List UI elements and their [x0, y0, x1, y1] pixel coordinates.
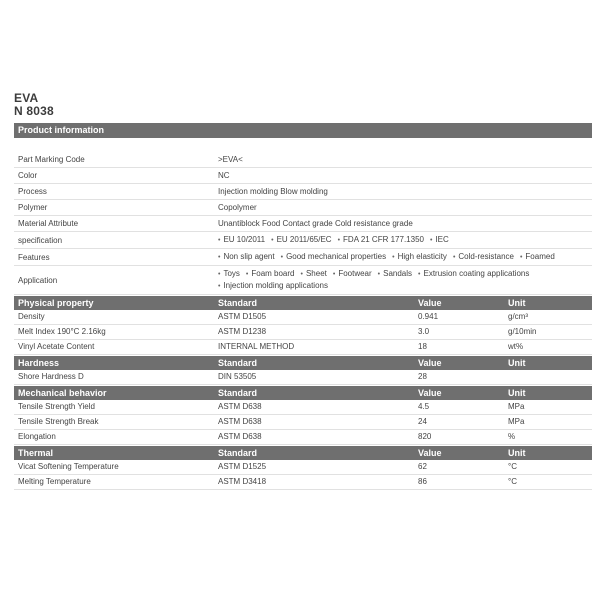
product-name: EVA: [14, 91, 39, 105]
info-label: Material Attribute: [18, 219, 79, 228]
info-row-application: [14, 266, 592, 295]
tag-item: • Foamed: [520, 251, 555, 263]
standard-column-header: Standard: [218, 448, 258, 458]
value-column-header: Value: [418, 358, 442, 368]
unit-cell: °C: [508, 477, 517, 486]
value-column-header: Value: [418, 448, 442, 458]
application-tags: [218, 266, 592, 294]
table-row: [14, 325, 592, 340]
unit-cell: MPa: [508, 402, 525, 411]
tag-item: • Footwear: [333, 268, 372, 280]
info-label: Process: [18, 187, 47, 196]
specification-tags: [218, 232, 592, 248]
info-label: Features: [18, 252, 50, 262]
section-title: Mechanical behavior: [18, 388, 107, 398]
standard-cell: ASTM D1238: [218, 327, 267, 336]
value-cell: 62: [418, 462, 427, 471]
table-row: [14, 475, 592, 490]
info-row-specification: [14, 232, 592, 249]
tag-item: • High elasticity: [392, 251, 447, 263]
product-info-table: [14, 152, 592, 295]
unit-cell: %: [508, 432, 516, 441]
tag-item: • Good mechanical properties: [281, 251, 387, 263]
section-header: [14, 296, 592, 310]
unit-column-header: Unit: [508, 358, 526, 368]
standard-cell: ASTM D638: [218, 417, 262, 426]
tag-item: • Foam board: [246, 268, 295, 280]
table-row: [14, 370, 592, 385]
property-name: Elongation: [18, 432, 56, 441]
info-label: Part Marking Code: [18, 155, 85, 164]
table-row: [14, 460, 592, 475]
features-tags: [218, 249, 592, 265]
section-header: [14, 446, 592, 460]
thermal-section: [14, 446, 592, 490]
value-cell: 4.5: [418, 402, 430, 411]
value-column-header: Value: [418, 298, 442, 308]
table-row: [14, 340, 592, 355]
info-value: NC: [218, 171, 230, 180]
unit-cell: [508, 370, 592, 384]
info-row-color: [14, 168, 592, 184]
section-title: Thermal: [18, 448, 54, 458]
tag-item: • Injection molding applications: [218, 280, 328, 292]
info-value: Injection molding Blow molding: [218, 187, 328, 196]
standard-column-header: Standard: [218, 388, 258, 398]
tag-item: • EU 2011/65/EC: [271, 234, 331, 246]
info-row-process: [14, 184, 592, 200]
section-title: Hardness: [18, 358, 60, 368]
tag-item: • EU 10/2011: [218, 234, 265, 246]
standard-cell: ASTM D1505: [218, 312, 267, 321]
unit-cell: g/10min: [508, 327, 537, 336]
info-value: Unantiblock Food Contact grade Cold resistance grade: [218, 219, 413, 228]
section-header: [14, 356, 592, 370]
value-cell: 86: [418, 477, 427, 486]
table-row: [14, 415, 592, 430]
property-name: Melting Temperature: [18, 477, 91, 486]
property-name: Tensile Strength Break: [18, 417, 99, 426]
standard-cell: INTERNAL METHOD: [218, 342, 295, 351]
property-name: Density: [18, 312, 45, 321]
value-cell: 820: [418, 432, 432, 441]
unit-cell: °C: [508, 462, 517, 471]
table-row: [14, 310, 592, 325]
product-code: N 8038: [14, 104, 54, 118]
unit-column-header: Unit: [508, 388, 526, 398]
standard-column-header: Standard: [218, 358, 258, 368]
value-cell: 0.941: [418, 312, 439, 321]
tag-item: • Non slip agent: [218, 251, 275, 263]
property-name: Shore Hardness D: [18, 372, 84, 381]
tag-item: • Cold-resistance: [453, 251, 514, 263]
table-row: [14, 430, 592, 445]
tag-item: • Sandals: [378, 268, 412, 280]
section-title: Physical property: [18, 298, 94, 308]
standard-cell: ASTM D3418: [218, 477, 267, 486]
property-name: Vinyl Acetate Content: [18, 342, 95, 351]
standard-cell: ASTM D638: [218, 402, 262, 411]
tag-item: • FDA 21 CFR 177.1350: [338, 234, 424, 246]
info-row-part-marking: [14, 152, 592, 168]
standard-cell: ASTM D638: [218, 432, 262, 441]
info-value: >EVA<: [218, 155, 243, 164]
tag-item: • Extrusion coating applications: [418, 268, 529, 280]
unit-column-header: Unit: [508, 298, 526, 308]
value-cell: 28: [418, 372, 427, 381]
tag-item: • Toys: [218, 268, 240, 280]
mechanical-behavior-section: [14, 386, 592, 445]
info-label: Color: [18, 171, 38, 180]
standard-cell: DIN 53505: [218, 372, 257, 381]
info-row-features: [14, 249, 592, 266]
info-value: Copolymer: [218, 203, 257, 212]
standard-cell: ASTM D1525: [218, 462, 267, 471]
hardness-section: [14, 356, 592, 385]
physical-property-section: [14, 296, 592, 355]
standard-column-header: Standard: [218, 298, 258, 308]
unit-cell: wt%: [508, 342, 524, 351]
value-cell: 3.0: [418, 327, 430, 336]
value-cell: 18: [418, 342, 427, 351]
info-label: specification: [18, 235, 63, 245]
info-row-material: [14, 216, 592, 232]
value-column-header: Value: [418, 388, 442, 398]
info-label: Application: [18, 275, 58, 285]
table-row: [14, 400, 592, 415]
property-name: Melt Index 190°C 2.16kg: [18, 327, 106, 336]
section-header: [14, 386, 592, 400]
unit-cell: MPa: [508, 417, 525, 426]
unit-cell: g/cm³: [508, 312, 528, 321]
info-row-polymer: [14, 200, 592, 216]
property-name: Tensile Strength Yield: [18, 402, 95, 411]
info-label: Polymer: [18, 203, 48, 212]
value-cell: 24: [418, 417, 427, 426]
unit-column-header: Unit: [508, 448, 526, 458]
tag-item: • Sheet: [301, 268, 327, 280]
tag-item: • IEC: [430, 234, 449, 246]
product-info-header: Product information: [14, 123, 592, 138]
property-name: Vicat Softening Temperature: [18, 462, 119, 471]
datasheet: [14, 92, 592, 490]
